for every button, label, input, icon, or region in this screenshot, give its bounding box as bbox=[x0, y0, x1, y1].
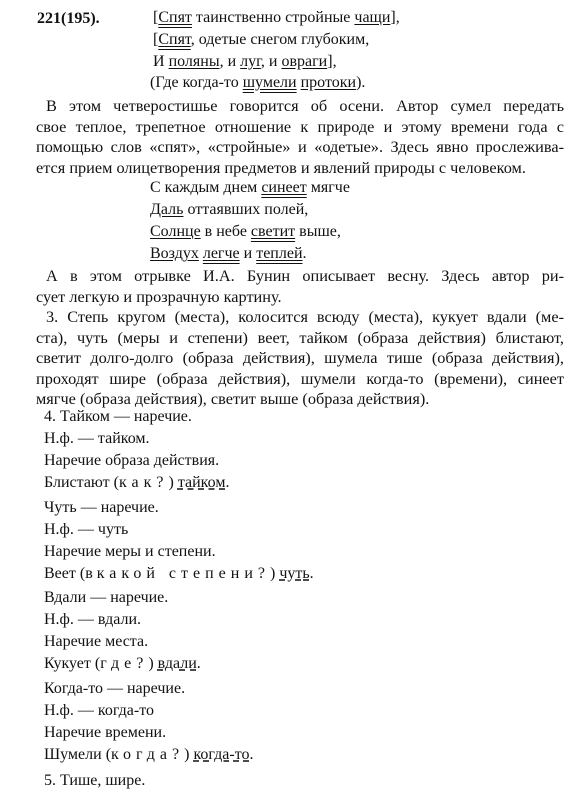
poem1-line3 bbox=[153, 52, 337, 72]
predicate-word: шумели bbox=[242, 74, 297, 91]
question-word: какой степени? bbox=[96, 565, 270, 582]
paragraph-line: А в этом отрывке И.А. Бунин описывает весну. Здесь автор ри- bbox=[46, 266, 564, 285]
analysis-line: 4. Тайком — наречие. bbox=[44, 408, 192, 425]
analysis-line: Н.ф. — тайком. bbox=[44, 430, 150, 447]
subject-word: чащи bbox=[354, 9, 391, 26]
task-number: 221(195). bbox=[37, 10, 100, 27]
analysis-line: Наречие образа действия. bbox=[44, 452, 220, 469]
subject-word: Воздух bbox=[150, 245, 199, 262]
analysis-line: Когда-то — наречие. bbox=[44, 680, 186, 697]
paragraph-line: сует легкую и прозрачную картину. bbox=[36, 286, 282, 306]
subject-word: Солнце bbox=[150, 223, 201, 240]
paragraph-spring bbox=[36, 266, 564, 307]
text-fragment: и bbox=[239, 245, 257, 262]
subject-word: поляны bbox=[168, 53, 220, 70]
analysis-line bbox=[44, 745, 254, 765]
analysis-line: Наречие времени. bbox=[44, 724, 167, 741]
poem2-line1 bbox=[150, 178, 350, 198]
adverb-word: чуть bbox=[279, 565, 310, 582]
text-fragment: ) bbox=[148, 655, 158, 672]
paragraph-line: светит долго-долго (образа действия), шумела тише (образа действия), bbox=[36, 348, 564, 368]
text-fragment: ) bbox=[270, 565, 280, 582]
paragraph-line: В этом четверостишье говорится об осени. Автор сумел передать bbox=[46, 96, 564, 115]
poem2-line3 bbox=[150, 222, 341, 242]
analysis-line: Н.ф. — вдали. bbox=[44, 611, 142, 628]
text-fragment: . bbox=[302, 245, 307, 262]
text-fragment: Веет (в bbox=[44, 565, 97, 582]
analysis-line: Чуть — наречие. bbox=[44, 499, 159, 516]
predicate-word: синеет bbox=[261, 179, 307, 196]
paragraph-autumn bbox=[36, 96, 564, 178]
paragraph-line: свое теплое, трепетное отношение к природе и этому времени года с bbox=[36, 116, 564, 136]
adverb-word: тайком bbox=[177, 474, 226, 491]
poem2-line2 bbox=[150, 200, 308, 220]
paragraph-adverb-list bbox=[36, 307, 564, 410]
subject-word: Даль bbox=[150, 201, 184, 218]
subject-word: луг bbox=[240, 53, 261, 70]
bracket: [ bbox=[153, 31, 159, 48]
subject-word: протоки bbox=[300, 74, 357, 91]
paragraph-line: помощью слов «спят», «стройные» и «одетые». Здесь явно прослежива- bbox=[36, 137, 564, 157]
text-fragment: выше, bbox=[295, 223, 341, 240]
text-fragment: мягче bbox=[306, 179, 350, 196]
analysis-line bbox=[44, 473, 229, 493]
paragraph-line: мягче (образа действия), светит выше (образа действия). bbox=[36, 389, 430, 409]
poem2-line4 bbox=[150, 244, 307, 264]
text-fragment: . bbox=[249, 746, 254, 763]
text-fragment: ) bbox=[168, 474, 178, 491]
text-fragment: . bbox=[196, 655, 201, 672]
paragraph-line: 3. Степь кругом (места), колосится всюду (места), кукует вдали (ме- bbox=[46, 307, 564, 326]
poem1-line2 bbox=[153, 30, 369, 50]
question-word: когда? bbox=[111, 746, 185, 763]
analysis-line: Наречие меры и степени. bbox=[44, 543, 216, 560]
text-fragment: Блистают ( bbox=[44, 474, 119, 491]
text-fragment: ) bbox=[184, 746, 194, 763]
text-fragment: ], bbox=[390, 9, 400, 26]
text-fragment: , и bbox=[219, 53, 241, 70]
question-word: как? bbox=[118, 474, 169, 491]
subject-word: овраги bbox=[281, 53, 328, 70]
predicate-word: легче bbox=[202, 245, 240, 262]
text-fragment: ], bbox=[327, 53, 337, 70]
text-fragment: С каждым днем bbox=[150, 179, 262, 196]
text-fragment: Кукует ( bbox=[44, 655, 101, 672]
text-fragment: . bbox=[309, 565, 314, 582]
text-fragment: таинственно стройные bbox=[191, 9, 355, 26]
analysis-line: Вдали — наречие. bbox=[44, 589, 169, 606]
predicate-word: Спят bbox=[158, 31, 191, 48]
poem1-line1 bbox=[153, 8, 400, 28]
text-fragment: И bbox=[153, 53, 169, 70]
adverb-word: вдали bbox=[157, 655, 197, 672]
paragraph-line: проходят шире (образа действия), шумели когда-то (времени), синеет bbox=[36, 368, 564, 388]
analysis-line bbox=[44, 564, 314, 584]
paragraph-line: ста), чуть (меры и степени) веет, тайком (образа действия) блистают, bbox=[36, 327, 564, 347]
predicate-word: Спят bbox=[158, 9, 192, 26]
analysis-line: Н.ф. — чуть bbox=[44, 521, 129, 538]
text-fragment: , и bbox=[260, 53, 282, 70]
text-fragment: . bbox=[225, 474, 230, 491]
text-fragment: ). bbox=[356, 74, 366, 91]
paragraph-line: ется прием олицетворения предметов и явлений природы с человеком. bbox=[36, 157, 526, 177]
text-fragment: (Где когда-то bbox=[150, 74, 243, 91]
bracket: [ bbox=[153, 9, 159, 26]
poem1-line4 bbox=[150, 73, 365, 93]
predicate-word: теплей bbox=[256, 245, 303, 262]
adverb-word: когда-то bbox=[193, 746, 250, 763]
analysis-line bbox=[44, 654, 201, 674]
text-fragment: в небе bbox=[200, 223, 251, 240]
predicate-word: светит bbox=[250, 223, 296, 240]
text-fragment: Шумели ( bbox=[44, 746, 112, 763]
analysis-item-5: 5. Тише, шире. bbox=[44, 772, 146, 789]
analysis-line: Наречие места. bbox=[44, 633, 149, 650]
text-fragment: , одетые снегом глубоким, bbox=[190, 31, 370, 48]
analysis-line: Н.ф. — когда-то bbox=[44, 702, 154, 719]
question-word: где? bbox=[100, 655, 149, 672]
text-fragment: оттаявших полей, bbox=[183, 201, 309, 218]
